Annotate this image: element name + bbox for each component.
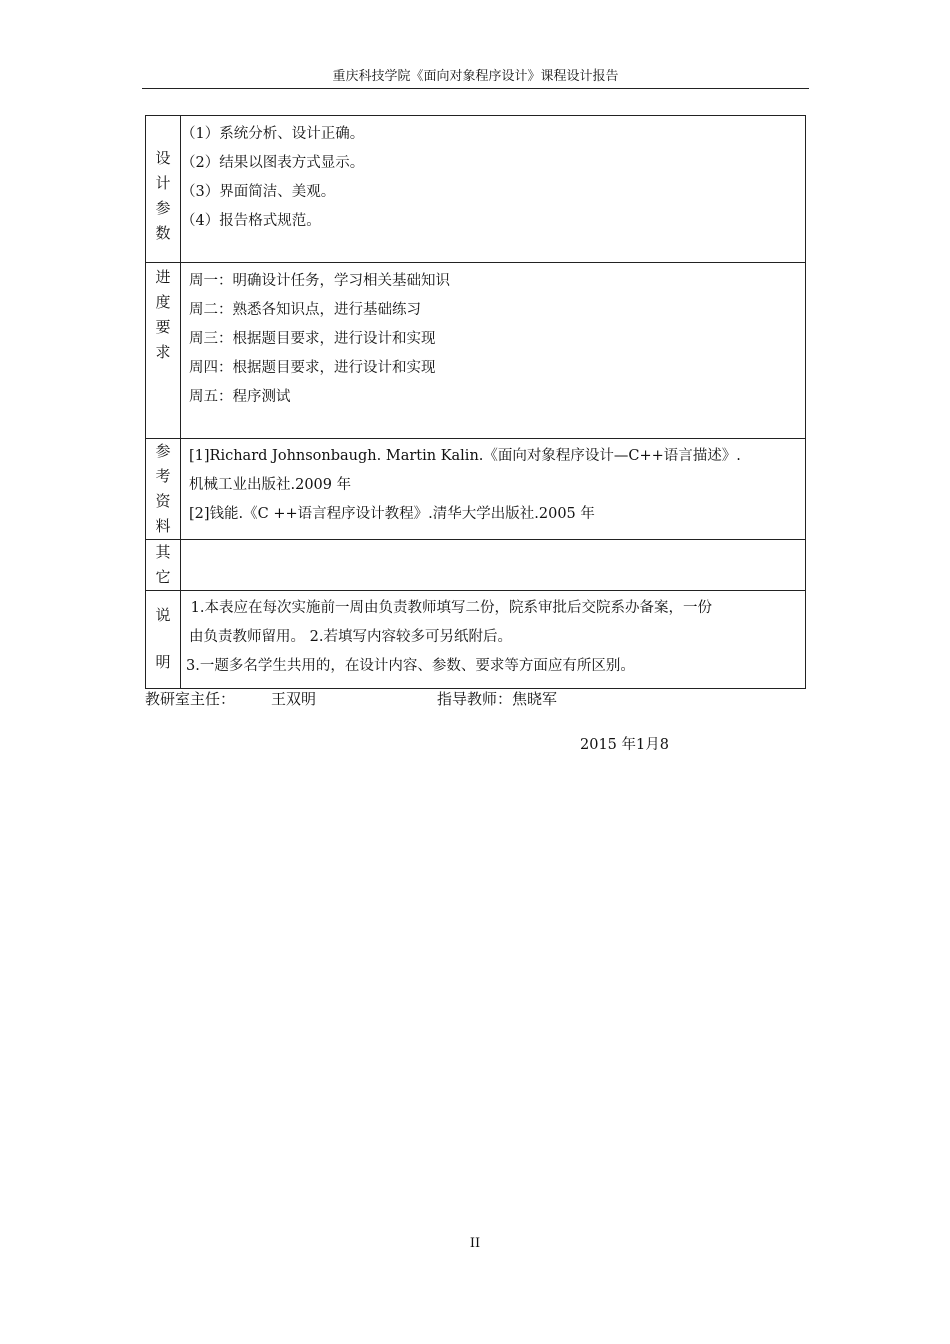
- label-char: 进: [155, 268, 171, 286]
- content-design-parameters: [181, 116, 806, 263]
- row-notes: [146, 591, 806, 689]
- schedule-item: 周一：明确设计任务，学习相关基础知识: [189, 273, 450, 289]
- label-char: 料: [155, 517, 171, 535]
- signature-date: 2015 年1月8: [580, 737, 669, 753]
- row-references: [146, 439, 806, 540]
- label-notes: [146, 591, 181, 689]
- schedule-item: 周二：熟悉各知识点，进行基础练习: [189, 302, 421, 318]
- label-char: 要: [155, 318, 171, 336]
- param-item: （1）系统分析、设计正确。: [181, 126, 365, 142]
- param-item: （3）界面简洁、美观。: [181, 184, 336, 200]
- course-design-table: [145, 115, 806, 689]
- note-item: 3.一题多名学生共用的，在设计内容、参数、要求等方面应有所区别。: [186, 658, 635, 674]
- director-name: 王双明: [271, 690, 317, 708]
- page-number: II: [469, 1236, 481, 1251]
- label-design-parameters: [146, 116, 181, 263]
- label-char: 考: [155, 467, 171, 485]
- label-char: 参: [155, 199, 171, 217]
- schedule-item: 周四：根据题目要求，进行设计和实现: [189, 360, 436, 376]
- reference-item: [2]钱能.《C ++语言程序设计教程》.清华大学出版社.2005 年: [189, 506, 595, 522]
- label-char: 计: [155, 174, 171, 192]
- note-item: 由负责教师留用。 2.若填写内容较多可另纸附后。: [189, 629, 512, 645]
- content-references: [181, 439, 806, 540]
- label-char: 其: [155, 543, 171, 561]
- reference-item: [1]Richard Johnsonbaugh. Martin Kalin.《面向对象程序设计—C++语言描述》.: [189, 448, 741, 464]
- content-other: [181, 540, 806, 591]
- label-other: [146, 540, 181, 591]
- label-char: 度: [155, 293, 171, 311]
- label-schedule: [146, 263, 181, 439]
- schedule-item: 周三：根据题目要求，进行设计和实现: [189, 331, 436, 347]
- label-char: 资: [155, 492, 171, 510]
- content-schedule: [181, 263, 806, 439]
- director-label: 教研室主任：: [145, 690, 236, 708]
- label-char: 明: [155, 653, 171, 671]
- param-item: （4）报告格式规范。: [181, 213, 321, 229]
- label-references: [146, 439, 181, 540]
- page-header: 重庆科技学院《面向对象程序设计》课程设计报告: [142, 68, 809, 89]
- row-design-parameters: [146, 116, 806, 263]
- label-char: 设: [155, 149, 171, 167]
- row-other: [146, 540, 806, 591]
- row-schedule: [146, 263, 806, 439]
- reference-item: 机械工业出版社.2009 年: [189, 477, 352, 493]
- label-char: 说: [155, 606, 171, 624]
- advisor: 指导教师：焦晓军: [437, 690, 558, 708]
- label-char: 数: [155, 224, 171, 242]
- label-char: 求: [155, 343, 171, 361]
- content-notes: [181, 591, 806, 689]
- label-char: 它: [155, 568, 171, 586]
- schedule-item: 周五：程序测试: [189, 389, 291, 405]
- label-char: 参: [155, 442, 171, 460]
- note-item: 1.本表应在每次实施前一周由负责教师填写二份，院系审批后交院系办备案，一份: [186, 600, 712, 616]
- param-item: （2）结果以图表方式显示。: [181, 155, 365, 171]
